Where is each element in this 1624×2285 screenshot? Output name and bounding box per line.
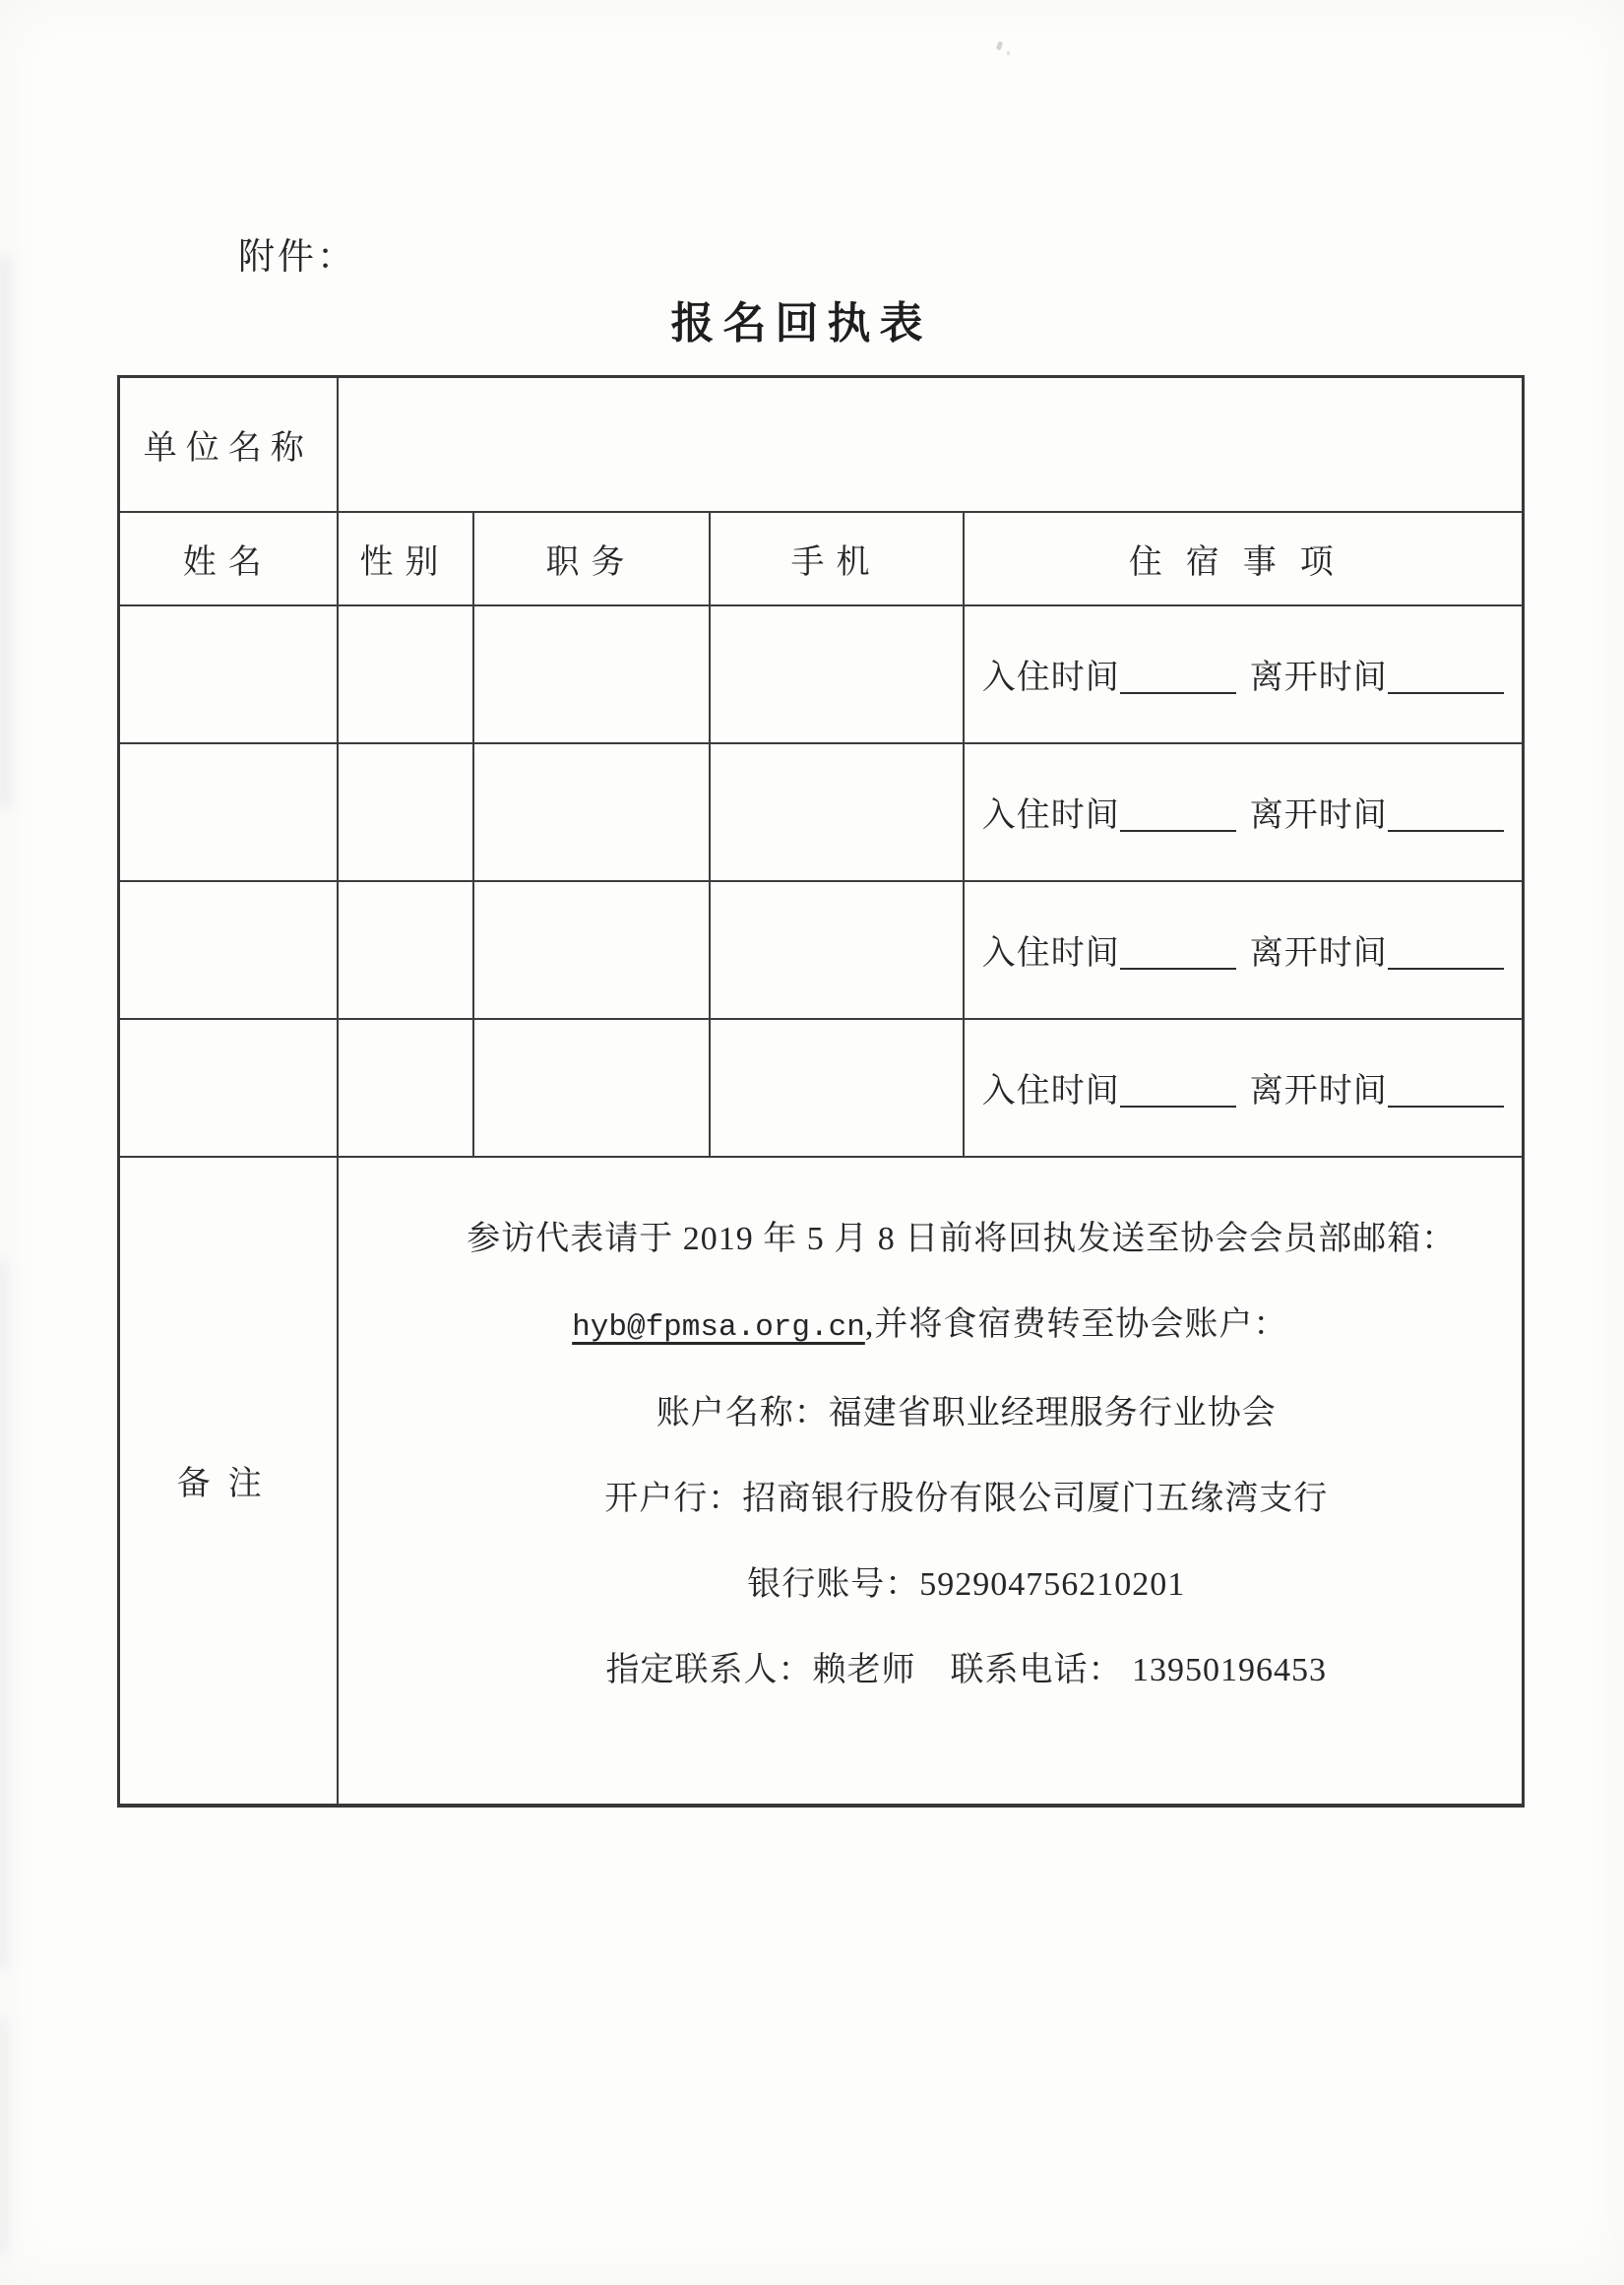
checkout-blank — [1388, 1072, 1504, 1108]
checkout-blank — [1388, 659, 1504, 694]
name-cell — [119, 605, 338, 743]
header-gender: 性别 — [338, 512, 473, 605]
header-mobile: 手机 — [710, 512, 964, 605]
checkout-label: 离开时间 — [1249, 660, 1388, 696]
checkin-label: 入住时间 — [981, 797, 1120, 834]
remarks-line-bank: 开户行：招商银行股份有限公司厦门五缘湾支行 — [604, 1481, 1329, 1517]
remarks-row — [119, 1157, 1524, 1806]
mobile-cell — [710, 743, 964, 881]
gender-cell — [338, 1019, 473, 1157]
header-row — [119, 512, 1524, 605]
remarks-line-email-rest: ,并将食宿费转至协会账户： — [864, 1306, 1288, 1343]
remarks-line-deadline: 参访代表请于 2019 年 5 月 8 日前将回执发送至协会会员部邮箱： — [467, 1221, 1457, 1257]
remarks-line-email — [339, 1307, 1523, 1346]
position-cell — [473, 743, 710, 881]
accommodation-cell — [964, 743, 1524, 881]
accommodation-cell — [964, 1019, 1524, 1157]
unit-name-row — [119, 377, 1524, 512]
gender-cell — [338, 743, 473, 881]
header-accommodation: 住宿事项 — [964, 512, 1524, 605]
remarks-label: 备注 — [119, 1157, 338, 1806]
checkin-blank — [1120, 796, 1236, 832]
mobile-cell — [710, 1019, 964, 1157]
name-cell — [119, 881, 338, 1019]
scan-speck — [996, 40, 1004, 50]
delegate-row-2 — [119, 743, 1524, 881]
registration-form-table — [117, 375, 1525, 1808]
position-cell — [473, 881, 710, 1019]
scan-streak — [0, 1260, 8, 1969]
scan-streak — [0, 256, 12, 807]
unit-name-label: 单位名称 — [119, 377, 338, 512]
accommodation-cell — [964, 605, 1524, 743]
mobile-cell — [710, 881, 964, 1019]
mobile-cell — [710, 605, 964, 743]
remarks-line-account-number: 银行账号：592904756210201 — [747, 1566, 1186, 1603]
header-position: 职务 — [473, 512, 710, 605]
remarks-line-contact: 指定联系人：赖老师 联系电话： 13950196453 — [605, 1652, 1327, 1688]
remarks-content — [338, 1157, 1524, 1806]
attachment-label: 附件： — [238, 237, 356, 278]
checkout-blank — [1388, 796, 1504, 832]
position-cell — [473, 1019, 710, 1157]
delegate-row-1 — [119, 605, 1524, 743]
email-link: hyb@fpmsa.org.cn — [572, 1310, 865, 1345]
name-cell — [119, 1019, 338, 1157]
checkin-label: 入住时间 — [981, 935, 1120, 972]
delegate-row-3 — [119, 881, 1524, 1019]
checkin-label: 入住时间 — [981, 1073, 1120, 1110]
header-name: 姓名 — [119, 512, 338, 605]
remarks-line-account-name: 账户名称：福建省职业经理服务行业协会 — [656, 1395, 1277, 1431]
scan-streak — [0, 2018, 8, 2254]
gender-cell — [338, 881, 473, 1019]
checkout-label: 离开时间 — [1249, 935, 1388, 972]
checkin-blank — [1120, 659, 1236, 694]
form-title: 报名回执表 — [670, 299, 932, 348]
name-cell — [119, 743, 338, 881]
checkin-blank — [1120, 1072, 1236, 1108]
delegate-row-4 — [119, 1019, 1524, 1157]
checkin-label: 入住时间 — [981, 660, 1120, 696]
checkout-label: 离开时间 — [1249, 797, 1388, 834]
accommodation-cell — [964, 881, 1524, 1019]
gender-cell — [338, 605, 473, 743]
checkout-blank — [1388, 934, 1504, 970]
unit-name-value-cell — [338, 377, 1524, 512]
position-cell — [473, 605, 710, 743]
checkin-blank — [1120, 934, 1236, 970]
scan-speck — [1007, 51, 1010, 55]
checkout-label: 离开时间 — [1249, 1073, 1388, 1110]
